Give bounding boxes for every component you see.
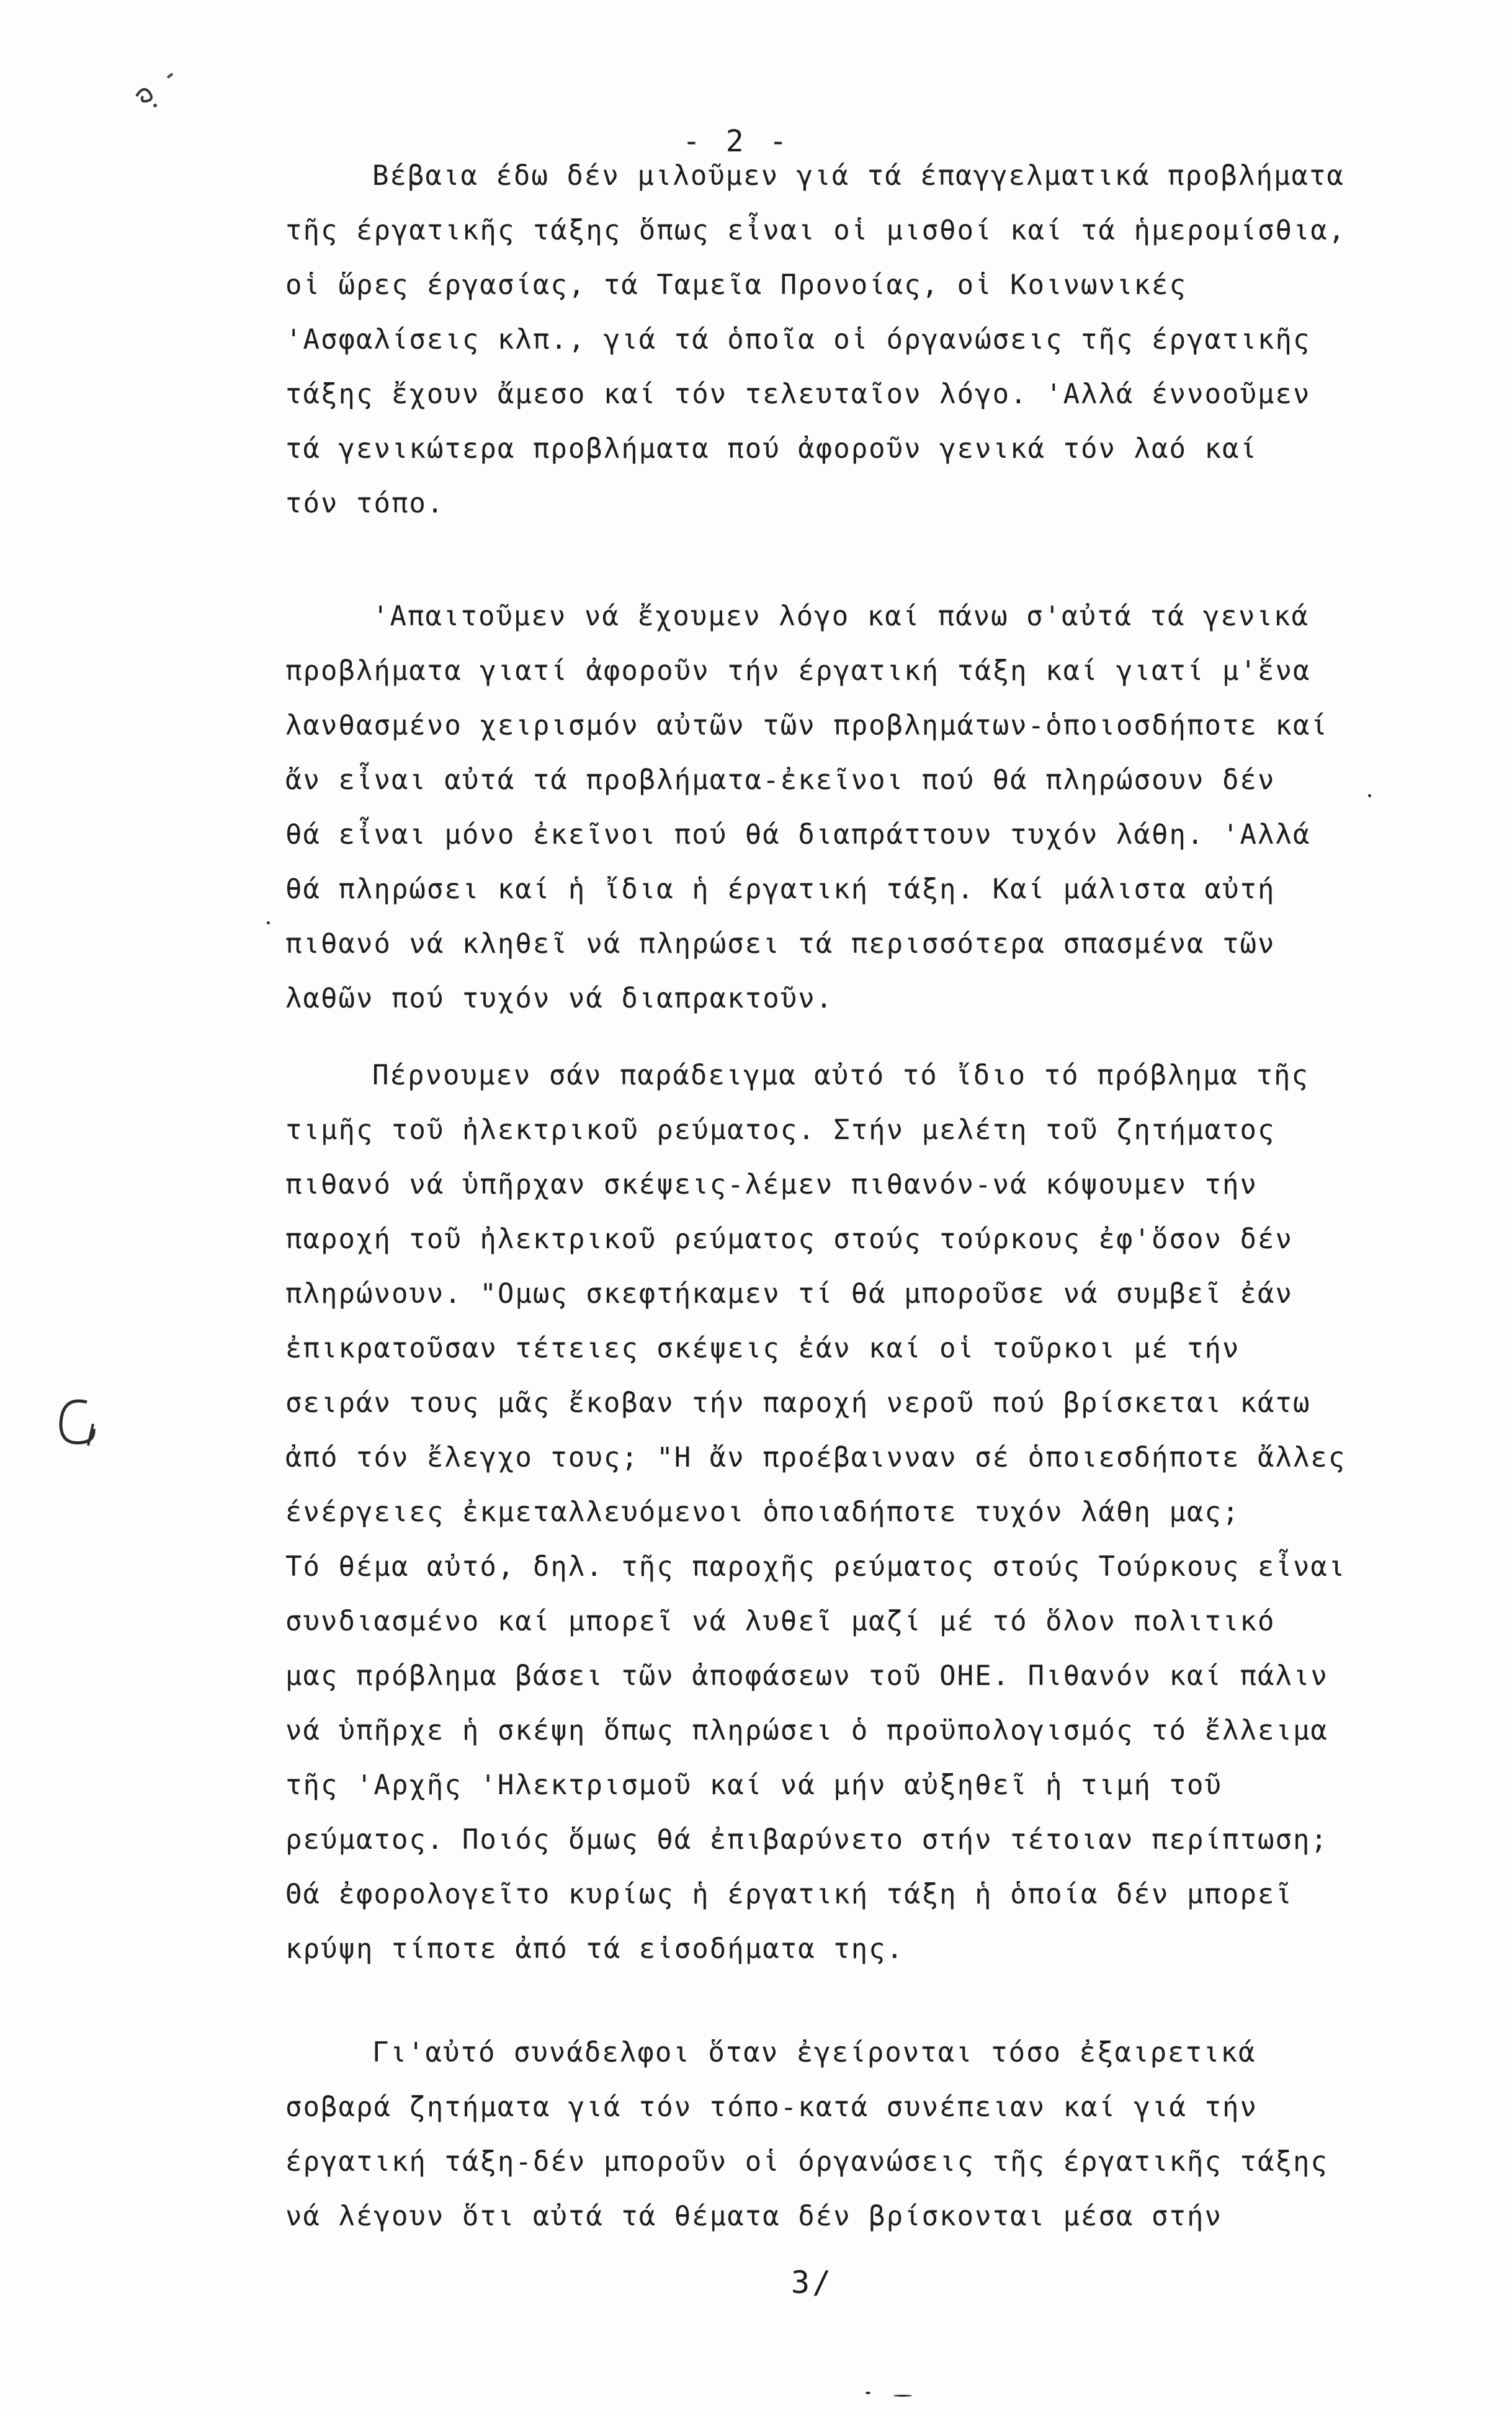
text-line: πιθανό νά κληθεῖ νά πληρώσει τά περισσότερα σπασμένα τῶν	[285, 928, 1276, 960]
text-line: λαθῶν πού τυχόν νά διαπρακτοῦν.	[285, 983, 834, 1014]
handwritten-mark-icon	[130, 62, 186, 112]
text-line: νά λέγουν ὅτι αὐτά τά θέματα δέν βρίσκονται μέσα στήν	[285, 2201, 1222, 2232]
text-line: τῆς 'Αρχῆς 'Ηλεκτρισμοῦ καί νά μήν αὐξηθεῖ ἡ τιμή τοῦ	[285, 1769, 1222, 1801]
text-line: μας πρόβλημα βάσει τῶν ἀποφάσεων τοῦ ΟΗΕ. Πιθανόν καί πάλιν	[285, 1660, 1328, 1692]
paragraph-3	[285, 1048, 1402, 1977]
text-line: ένέργειες ἐκμεταλλευόμενοι ὁποιαδήποτε τυχόν λάθη μας;	[285, 1496, 1240, 1528]
text-line: παροχή τοῦ ἠλεκτρικοῦ ρεύματος στούς τούρκους ἐφ'ὅσον δέν	[285, 1223, 1293, 1255]
text-line: σοβαρά ζητήματα γιά τόν τόπο-κατά συνέπειαν καί γιά τήν	[285, 2091, 1258, 2123]
text-line: Πέρνουμεν σάν παράδειγμα αὐτό τό ἴδιο τό πρόβλημα τῆς	[372, 1060, 1309, 1091]
text-line: οἱ ὥρες έργασίας, τά Ταμεῖα Προνοίας, οἱ Κοινωνικές	[285, 269, 1188, 301]
text-line: Τό θέμα αὐτό, δηλ. τῆς παροχῆς ρεύματος στούς Τούρκους εἶναι	[285, 1551, 1346, 1583]
text-line: πιθανό νά ὑπῆρχαν σκέψεις-λέμεν πιθανόν-νά κόψουμεν τήν	[285, 1169, 1258, 1200]
text-line: Γι'αὐτό συνάδελφοι ὅταν ἐγείρονται τόσο ἐξαιρετικά	[372, 2037, 1256, 2068]
text-line: πληρώνουν. "Ομως σκεφτήκαμεν τί θά μποροῦσε νά συμβεῖ ἐάν	[285, 1278, 1293, 1310]
continuation-page-marker: 3/	[791, 2264, 834, 2300]
text-line: λανθασμένο χειρισμόν αὐτῶν τῶν προβλημάτων-ὁποιοσδήποτε καί	[285, 710, 1328, 741]
text-line: τά γενικώτερα προβλήματα πού ἀφοροῦν γενικά τόν λαό καί	[285, 433, 1258, 465]
text-line: 'Απαιτοῦμεν νά ἔχουμεν λόγο καί πάνω σ'αὐτά τά γενικά	[372, 601, 1309, 632]
text-line: θά πληρώσει καί ἡ ἴδια ἡ έργατική τάξη. Καί μάλιστα αὐτή	[285, 874, 1276, 905]
scan-speck	[866, 2392, 870, 2394]
text-line: συνδιασμένο καί μπορεῖ νά λυθεῖ μαζί μέ τό ὅλον πολιτικό	[285, 1606, 1276, 1637]
text-line: Βέβαια έδω δέν μιλοῦμεν γιά τά έπαγγελματικά προβλήματα	[372, 160, 1344, 192]
text-line: 'Ασφαλίσεις κλπ., γιά τά ὁποῖα οἱ όργανώσεις τῆς έργατικῆς	[285, 324, 1311, 355]
text-line: τιμῆς τοῦ ἠλεκτρικοῦ ρεύματος. Στήν μελέτη τοῦ ζητήματος	[285, 1114, 1276, 1146]
page-number: - 2 -	[682, 124, 791, 159]
text-line: ρεύματος. Ποιός ὅμως θά ἐπιβαρύνετο στήν τέτοιαν περίπτωση;	[285, 1824, 1328, 1856]
scan-speck	[893, 2395, 912, 2397]
text-line: προβλήματα γιατί ἀφοροῦν τήν έργατική τάξη καί γιατί μ'ἕνα	[285, 655, 1311, 687]
text-line: σειράν τους μᾶς ἔκοβαν τήν παροχή νεροῦ πού βρίσκεται κάτω	[285, 1387, 1311, 1419]
text-line: τάξης ἔχουν ἄμεσο καί τόν τελευταῖον λόγο. 'Αλλά έννοοῦμεν	[285, 378, 1311, 410]
scan-speck	[1368, 794, 1371, 797]
text-line: ἀπό τόν ἔλεγχο τους; "Η ἄν προέβαινναν σέ ὁποιεσδήποτε ἄλλες	[285, 1442, 1346, 1473]
text-line: τῆς έργατικῆς τάξης ὅπως εἶναι οἱ μισθοί καί τά ἡμερομίσθια,	[285, 215, 1346, 246]
paragraph-1	[285, 149, 1402, 531]
binder-hole-mark-icon	[50, 1390, 112, 1458]
text-line: Θά ἐφορολογεῖτο κυρίως ἡ έργατική τάξη ἡ ὁποία δέν μπορεῖ	[285, 1879, 1293, 1910]
text-line: έργατική τάξη-δέν μποροῦν οἱ όργανώσεις τῆς έργατικῆς τάξης	[285, 2146, 1328, 2178]
text-line: κρύψη τίποτε ἀπό τά εἰσοδήματα της.	[285, 1933, 905, 1965]
scan-speck	[267, 921, 270, 924]
text-line: τόν τόπο.	[285, 488, 445, 519]
paragraph-2	[285, 589, 1402, 1026]
text-line: ἄν εἶναι αὐτά τά προβλήματα-ἐκεῖνοι πού θά πληρώσουν δέν	[285, 764, 1276, 796]
text-line: ἐπικρατοῦσαν τέτειες σκέψεις ἐάν καί οἱ τοῦρκοι μέ τήν	[285, 1333, 1240, 1364]
text-line: νά ὑπῆρχε ἡ σκέψη ὅπως πληρώσει ὁ προϋπολογισμός τό ἔλλειμα	[285, 1715, 1328, 1746]
text-line: θά εἶναι μόνο ἐκεῖνοι πού θά διαπράττουν τυχόν λάθη. 'Αλλά	[285, 819, 1311, 851]
paragraph-4	[285, 2026, 1402, 2244]
